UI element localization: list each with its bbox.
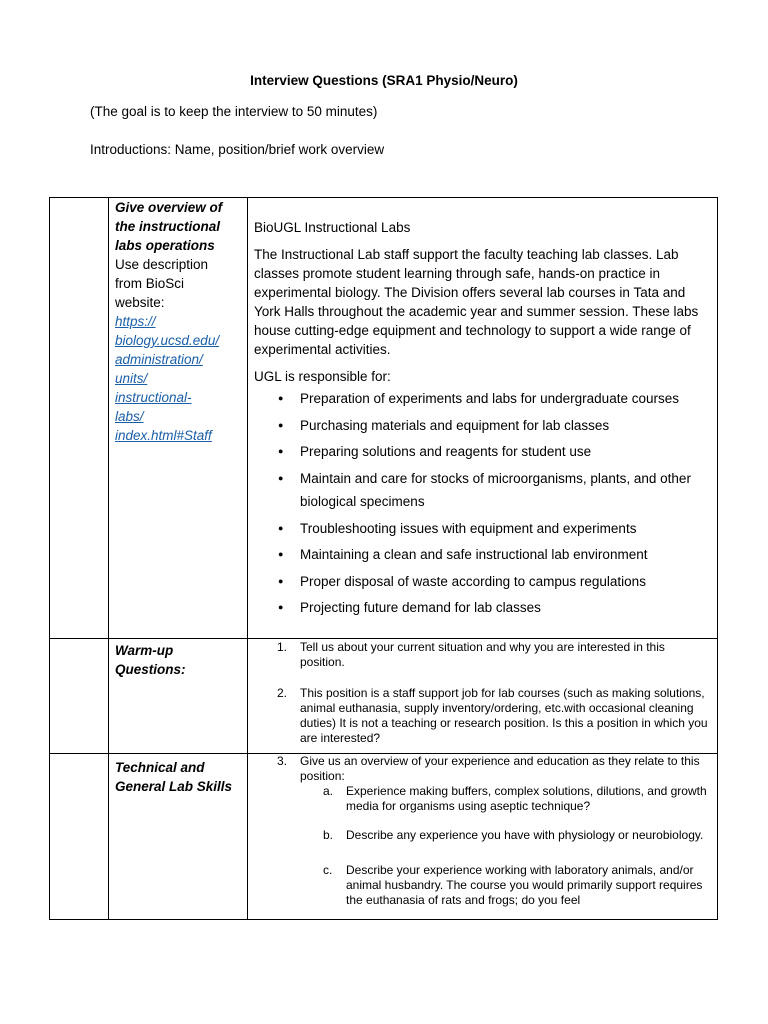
row-content-cell xyxy=(248,198,718,639)
section-title: BioUGL Instructional Labs xyxy=(254,220,411,235)
question-text: This position is a staff support job for lab courses (such as making solutions, animal euthanasia, supply inventory/ordering, etc.with occasional cleaning duties) It is not a teaching or research position. Is this a position in which you are interested? xyxy=(300,686,708,745)
row-heading-line: the instructional xyxy=(115,219,221,234)
list-item: ● Purchasing materials and equipment for lab classes xyxy=(254,414,711,438)
goal-note: (The goal is to keep the interview to 50 minutes) xyxy=(90,104,378,119)
biosci-website-link[interactable]: biology.ucsd.edu/ xyxy=(115,333,220,348)
biosci-website-link[interactable]: units/ xyxy=(115,371,148,386)
responsibilities-list xyxy=(254,387,711,620)
sub-question-item xyxy=(254,863,711,908)
row-heading-line: Questions: xyxy=(115,662,186,677)
biosci-website-link[interactable]: index.html#Staff xyxy=(115,428,212,443)
row-subtext-line: Use description xyxy=(115,257,209,272)
interview-table xyxy=(49,197,718,920)
question-item xyxy=(254,686,711,746)
list-item: ● Proper disposal of waste according to campus regulations xyxy=(254,570,711,594)
sub-question-item xyxy=(254,828,711,843)
list-item: ● Troubleshooting issues with equipment and experiments xyxy=(254,517,711,541)
row-label-cell xyxy=(109,639,248,754)
list-item: ● Maintaining a clean and safe instructional lab environment xyxy=(254,543,711,567)
row-label-cell xyxy=(109,754,248,920)
row-heading-line: Give overview of xyxy=(115,200,223,215)
responsible-label: UGL is responsible for: xyxy=(254,369,391,384)
question-number: 2. xyxy=(277,686,288,700)
row-heading-line: Technical and xyxy=(115,760,205,775)
description-paragraph: The Instructional Lab staff support the faculty teaching lab classes. Lab classes promote student learning through safe, hands-on practice in experimental biology. The Division offers several lab courses in Tata and York Halls throughout the academic year and summer session. These labs house cutting-edge equipment and technology to support a wide range of experimental activities. xyxy=(254,247,699,357)
row-content-cell xyxy=(248,639,718,754)
sub-question-letter: a. xyxy=(323,784,334,798)
sub-question-text: Describe any experience you have with physiology or neurobiology. xyxy=(346,828,704,842)
row-content-cell xyxy=(248,754,718,920)
biosci-website-link[interactable]: instructional- xyxy=(115,390,192,405)
row-number-cell xyxy=(50,639,109,754)
question-number: 3. xyxy=(277,754,288,768)
table-row-overview xyxy=(50,198,718,639)
biosci-website-link[interactable]: https:// xyxy=(115,314,156,329)
sub-question-letter: c. xyxy=(323,863,333,877)
document-title: Interview Questions (SRA1 Physio/Neuro) xyxy=(250,73,518,88)
table-row-warmup xyxy=(50,639,718,754)
row-number-cell xyxy=(50,754,109,920)
row-number-cell xyxy=(50,198,109,639)
biosci-website-link[interactable]: administration/ xyxy=(115,352,203,367)
row-heading-line: labs operations xyxy=(115,238,215,253)
row-subtext-line: from BioSci xyxy=(115,276,185,291)
list-item: ● Preparing solutions and reagents for student use xyxy=(254,440,711,464)
question-text: Tell us about your current situation and why you are interested in this position. xyxy=(300,640,665,669)
sub-question-text: Experience making buffers, complex solutions, dilutions, and growth media for organisms using aseptic technique? xyxy=(346,784,707,813)
row-heading-line: General Lab Skills xyxy=(115,779,233,794)
row-label-cell xyxy=(109,198,248,639)
sub-question-item xyxy=(254,784,711,814)
question-item xyxy=(254,640,711,670)
question-number: 1. xyxy=(277,640,288,654)
list-item: ● Preparation of experiments and labs for undergraduate courses xyxy=(254,387,711,411)
introductions-note: Introductions: Name, position/brief work overview xyxy=(90,142,385,157)
sub-question-letter: b. xyxy=(323,828,334,842)
list-item: ● Projecting future demand for lab classes xyxy=(254,596,711,620)
row-subtext-line: website: xyxy=(115,295,165,310)
question-item xyxy=(254,754,711,784)
row-heading-line: Warm-up xyxy=(115,643,174,658)
table-row-technical xyxy=(50,754,718,920)
sub-question-text: Describe your experience working with laboratory animals, and/or animal husbandry. The course you would primarily support requires the euthanasia of rats and frogs; do you feel xyxy=(346,863,703,907)
biosci-website-link[interactable]: labs/ xyxy=(115,409,144,424)
list-item: ● Maintain and care for stocks of microorganisms, plants, and other biological specimens xyxy=(254,467,711,514)
question-text: Give us an overview of your experience and education as they relate to this position: xyxy=(300,754,700,783)
